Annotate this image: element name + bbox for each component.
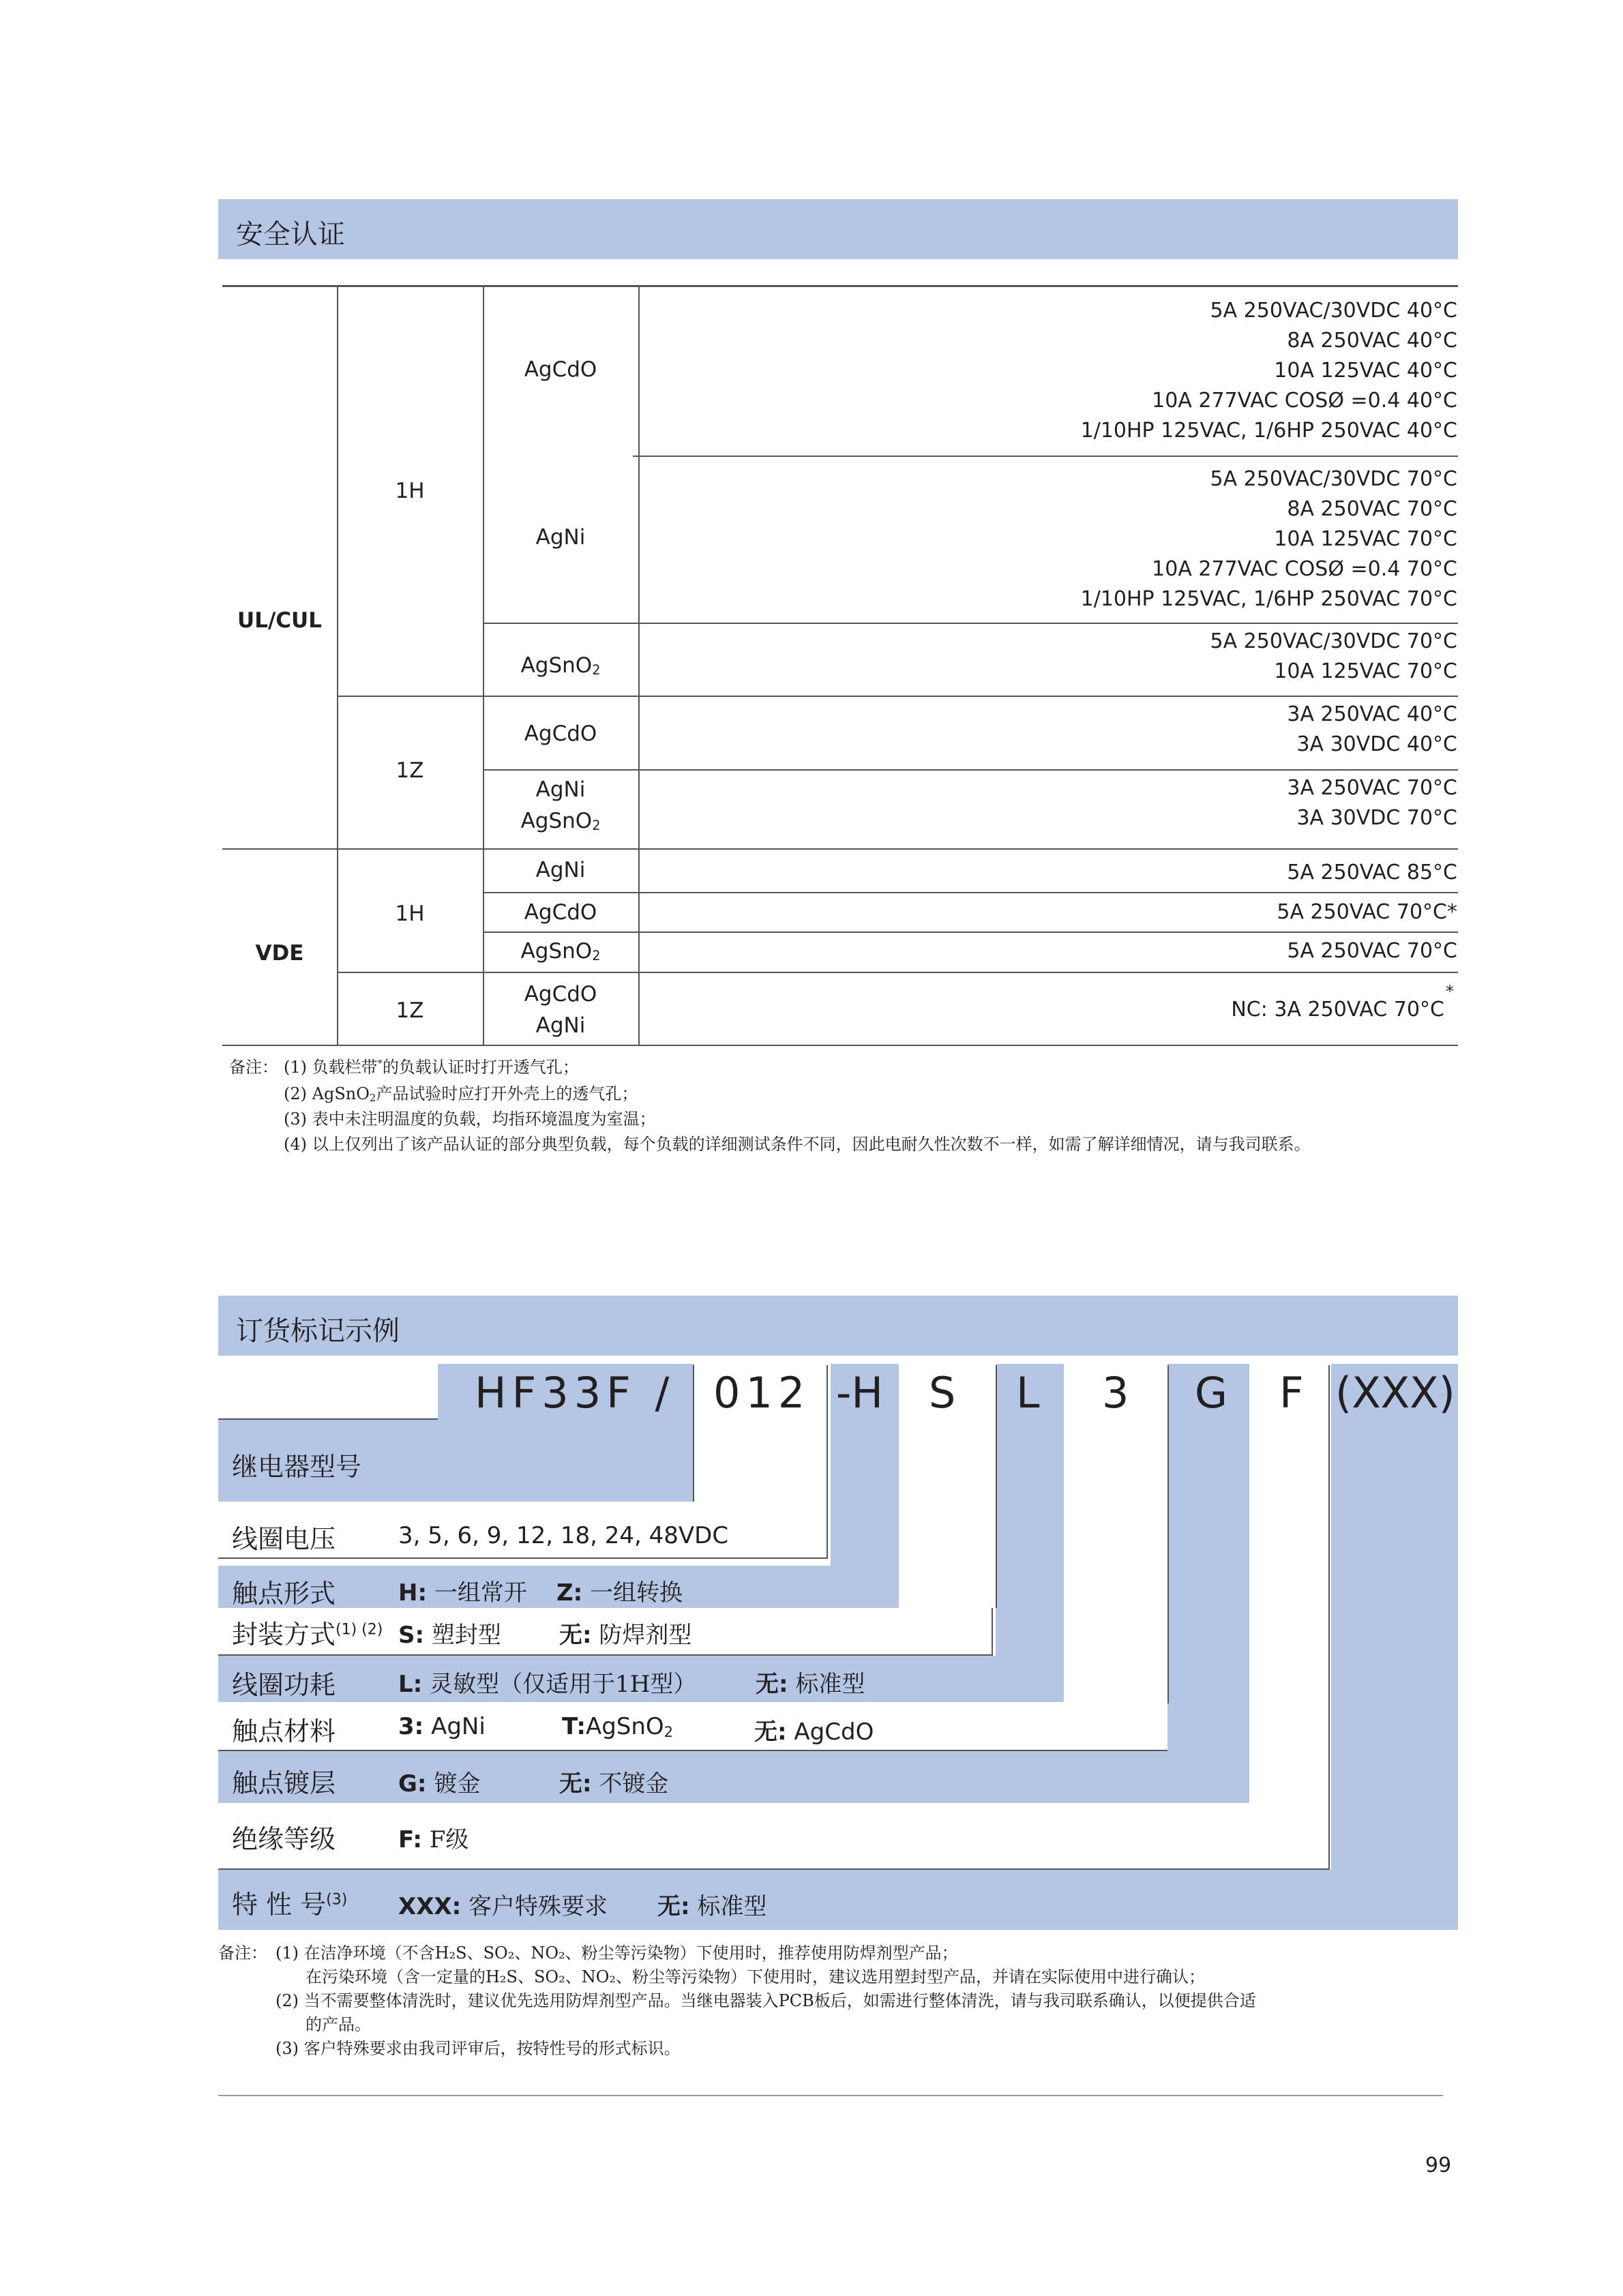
table-col-line bbox=[337, 286, 338, 1045]
rating-line: 3A 250VAC 70°C bbox=[1287, 776, 1457, 800]
material-agni: AgNi bbox=[535, 525, 586, 550]
table-bottom-border bbox=[222, 1045, 1458, 1046]
footer-rule bbox=[218, 2095, 1443, 2096]
code-package: S bbox=[929, 1368, 956, 1418]
note-line: (4) 以上仅列出了该产品认证的部分典型负载，每个负载的详细测试条件不同，因此电耐久性次数不一样，如需了解详细情况，请与我司联系。 bbox=[284, 1135, 1311, 1154]
table-col-line bbox=[638, 286, 640, 1045]
table-divider bbox=[483, 769, 1458, 771]
material-agni: AgNi bbox=[535, 777, 586, 802]
material-agsno2: AgSnO$_2$ bbox=[520, 809, 601, 834]
value-contact-form-h: H: 一组常开 bbox=[398, 1579, 527, 1607]
star-mark: * bbox=[1446, 982, 1454, 1001]
safety-section-header bbox=[218, 199, 1458, 259]
table-divider bbox=[483, 931, 1458, 933]
connector-package bbox=[996, 1365, 997, 1608]
note-line: 在污染环境（含一定量的H₂S、SO₂、NO₂、粉尘等污染物）下使用时，建议选用塑封型产品，并请在实际使用中进行确认； bbox=[306, 1967, 1206, 1986]
value-coil-voltage: 3, 5, 6, 9, 12, 18, 24, 48VDC bbox=[398, 1522, 729, 1549]
value-special-xxx: XXX: 客户特殊要求 bbox=[398, 1893, 608, 1920]
rating-line: 10A 125VAC 40°C bbox=[1274, 359, 1457, 383]
label-coil-power: 线圈功耗 bbox=[232, 1670, 336, 1700]
rating-line: 1/10HP 125VAC, 1/6HP 250VAC 70°C bbox=[1080, 587, 1457, 611]
group-1z: 1Z bbox=[396, 758, 424, 783]
rating-line: 3A 30VDC 40°C bbox=[1296, 732, 1457, 756]
rating-line: 5A 250VAC 85°C bbox=[1287, 861, 1457, 884]
connector-material bbox=[218, 1750, 1167, 1751]
table-divider bbox=[483, 623, 1458, 624]
table-divider bbox=[483, 892, 1458, 893]
group-1h: 1H bbox=[395, 901, 425, 926]
connector bbox=[693, 1365, 694, 1502]
value-coil-power-l: L: 灵敏型（仅适用于1H型） bbox=[398, 1671, 697, 1698]
code-coil-power: L bbox=[1016, 1368, 1040, 1418]
value-special-none: 无: 标准型 bbox=[657, 1893, 767, 1920]
label-coil-voltage: 线圈电压 bbox=[232, 1524, 336, 1554]
material-agsno2: AgSnO$_2$ bbox=[520, 939, 601, 964]
code-voltage: 012 bbox=[713, 1368, 811, 1418]
connector-insulation bbox=[218, 1868, 1330, 1870]
value-plating-g: G: 镀金 bbox=[398, 1770, 481, 1798]
code-special: (XXX) bbox=[1335, 1368, 1455, 1418]
value-insulation-f: F: F级 bbox=[398, 1826, 469, 1853]
label-special: 特 性 号$^{(3)}$ bbox=[232, 1890, 348, 1920]
rating-line: 5A 250VAC 70°C* bbox=[1277, 900, 1457, 924]
value-material-none: 无: AgCdO bbox=[754, 1718, 874, 1746]
rating-line: 5A 250VAC/30VDC 70°C bbox=[1210, 629, 1457, 653]
cert-ul-cul: UL/CUL bbox=[237, 608, 322, 633]
rating-line: 10A 277VAC COSØ =0.4 70°C bbox=[1152, 557, 1457, 581]
rating-line: 5A 250VAC/30VDC 40°C bbox=[1210, 299, 1457, 323]
rating-line: 1/10HP 125VAC, 1/6HP 250VAC 40°C bbox=[1080, 419, 1457, 443]
code-material: 3 bbox=[1102, 1368, 1129, 1418]
rating-line: 3A 30VDC 70°C bbox=[1296, 806, 1457, 830]
connector-voltage bbox=[218, 1557, 828, 1559]
label-contact-material: 触点材料 bbox=[232, 1716, 336, 1746]
rating-line: NC: 3A 250VAC 70°C bbox=[1231, 998, 1444, 1022]
material-agni: AgNi bbox=[535, 858, 586, 882]
note-line: (3) 客户特殊要求由我司评审后，按特性号的形式标识。 bbox=[276, 2039, 681, 2058]
note-prefix: 备注： bbox=[218, 1943, 267, 1963]
cert-vde: VDE bbox=[255, 941, 304, 966]
table-top-border bbox=[222, 285, 1458, 287]
row-plating-band bbox=[218, 1751, 1249, 1803]
table-divider bbox=[337, 972, 1458, 973]
table-divider bbox=[633, 456, 1458, 457]
value-material-3: 3: AgNi bbox=[398, 1713, 486, 1740]
rating-line: 5A 250VAC/30VDC 70°C bbox=[1210, 467, 1457, 491]
connector-package bbox=[218, 1654, 993, 1656]
code-box-special bbox=[1331, 1364, 1458, 1870]
material-agsno2: AgSnO$_2$ bbox=[520, 653, 601, 679]
label-model: 继电器型号 bbox=[232, 1452, 362, 1482]
safety-section-title: 安全认证 bbox=[236, 219, 345, 250]
note-line: (1) 负载栏带*的负载认证时打开透气孔； bbox=[284, 1058, 579, 1077]
rating-line: 8A 250VAC 40°C bbox=[1287, 329, 1457, 353]
rating-line: 3A 250VAC 40°C bbox=[1287, 702, 1457, 726]
note-line: (1) 在洁净环境（不含H₂S、SO₂、NO₂、粉尘等污染物）下使用时，推荐使用防焊剂型产品； bbox=[276, 1943, 958, 1963]
rating-line: 8A 250VAC 70°C bbox=[1287, 497, 1457, 521]
material-agcdo: AgCdO bbox=[524, 357, 597, 382]
note-line: (3) 表中未注明温度的负载，均指环境温度为室温； bbox=[284, 1109, 656, 1129]
note-line: 的产品。 bbox=[306, 2015, 371, 2034]
value-contact-form-z: Z: 一组转换 bbox=[556, 1579, 683, 1607]
ordering-section-title: 订货标记示例 bbox=[236, 1315, 400, 1347]
value-material-t: T:AgSnO$_2$ bbox=[562, 1713, 674, 1740]
group-1z: 1Z bbox=[396, 998, 424, 1023]
rating-line: 10A 125VAC 70°C bbox=[1274, 527, 1457, 551]
code-model: HF33F / bbox=[475, 1368, 675, 1418]
code-plating: G bbox=[1195, 1368, 1228, 1418]
note-prefix: 备注： bbox=[229, 1058, 278, 1077]
value-plating-none: 无: 不镀金 bbox=[559, 1770, 669, 1798]
label-contact-form: 触点形式 bbox=[232, 1579, 336, 1609]
rating-line: 5A 250VAC 70°C bbox=[1287, 939, 1457, 963]
connector-insulation bbox=[1328, 1365, 1330, 1870]
rating-line: 10A 125VAC 70°C bbox=[1274, 659, 1457, 683]
label-contact-plating: 触点镀层 bbox=[232, 1768, 336, 1798]
note-line: (2) AgSnO$_2$产品试验时应打开外壳上的透气孔； bbox=[284, 1084, 638, 1104]
group-1h: 1H bbox=[395, 479, 425, 503]
material-agcdo: AgCdO bbox=[524, 721, 597, 746]
connector-voltage bbox=[827, 1365, 828, 1559]
material-agcdo: AgCdO bbox=[524, 900, 597, 925]
code-insulation: F bbox=[1279, 1368, 1304, 1418]
note-line: (2) 当不需要整体清洗时，建议优先选用防焊剂型产品。当继电器装入PCB板后，如需进行整体清洗，请与我司联系确认，以便提供合适 bbox=[276, 1991, 1256, 2010]
rating-line: 10A 277VAC COSØ =0.4 40°C bbox=[1152, 389, 1457, 413]
value-package-s: S: 塑封型 bbox=[398, 1622, 501, 1649]
page-number: 99 bbox=[1425, 2153, 1452, 2177]
ordering-section-header bbox=[218, 1296, 1458, 1356]
code-box-plating bbox=[1167, 1364, 1249, 1751]
connector-package bbox=[992, 1608, 993, 1656]
label-package: 封装方式$^{(1) (2)}$ bbox=[232, 1620, 383, 1650]
material-agcdo: AgCdO bbox=[524, 982, 597, 1007]
table-divider bbox=[337, 696, 1458, 697]
material-agni: AgNi bbox=[535, 1013, 586, 1038]
code-contact-form: -H bbox=[836, 1368, 883, 1418]
value-package-none: 无: 防焊剂型 bbox=[559, 1622, 692, 1649]
value-coil-power-none: 无: 标准型 bbox=[756, 1671, 865, 1698]
connector-material bbox=[1167, 1365, 1169, 1703]
label-insulation: 绝缘等级 bbox=[232, 1824, 336, 1854]
table-divider bbox=[222, 848, 1458, 850]
